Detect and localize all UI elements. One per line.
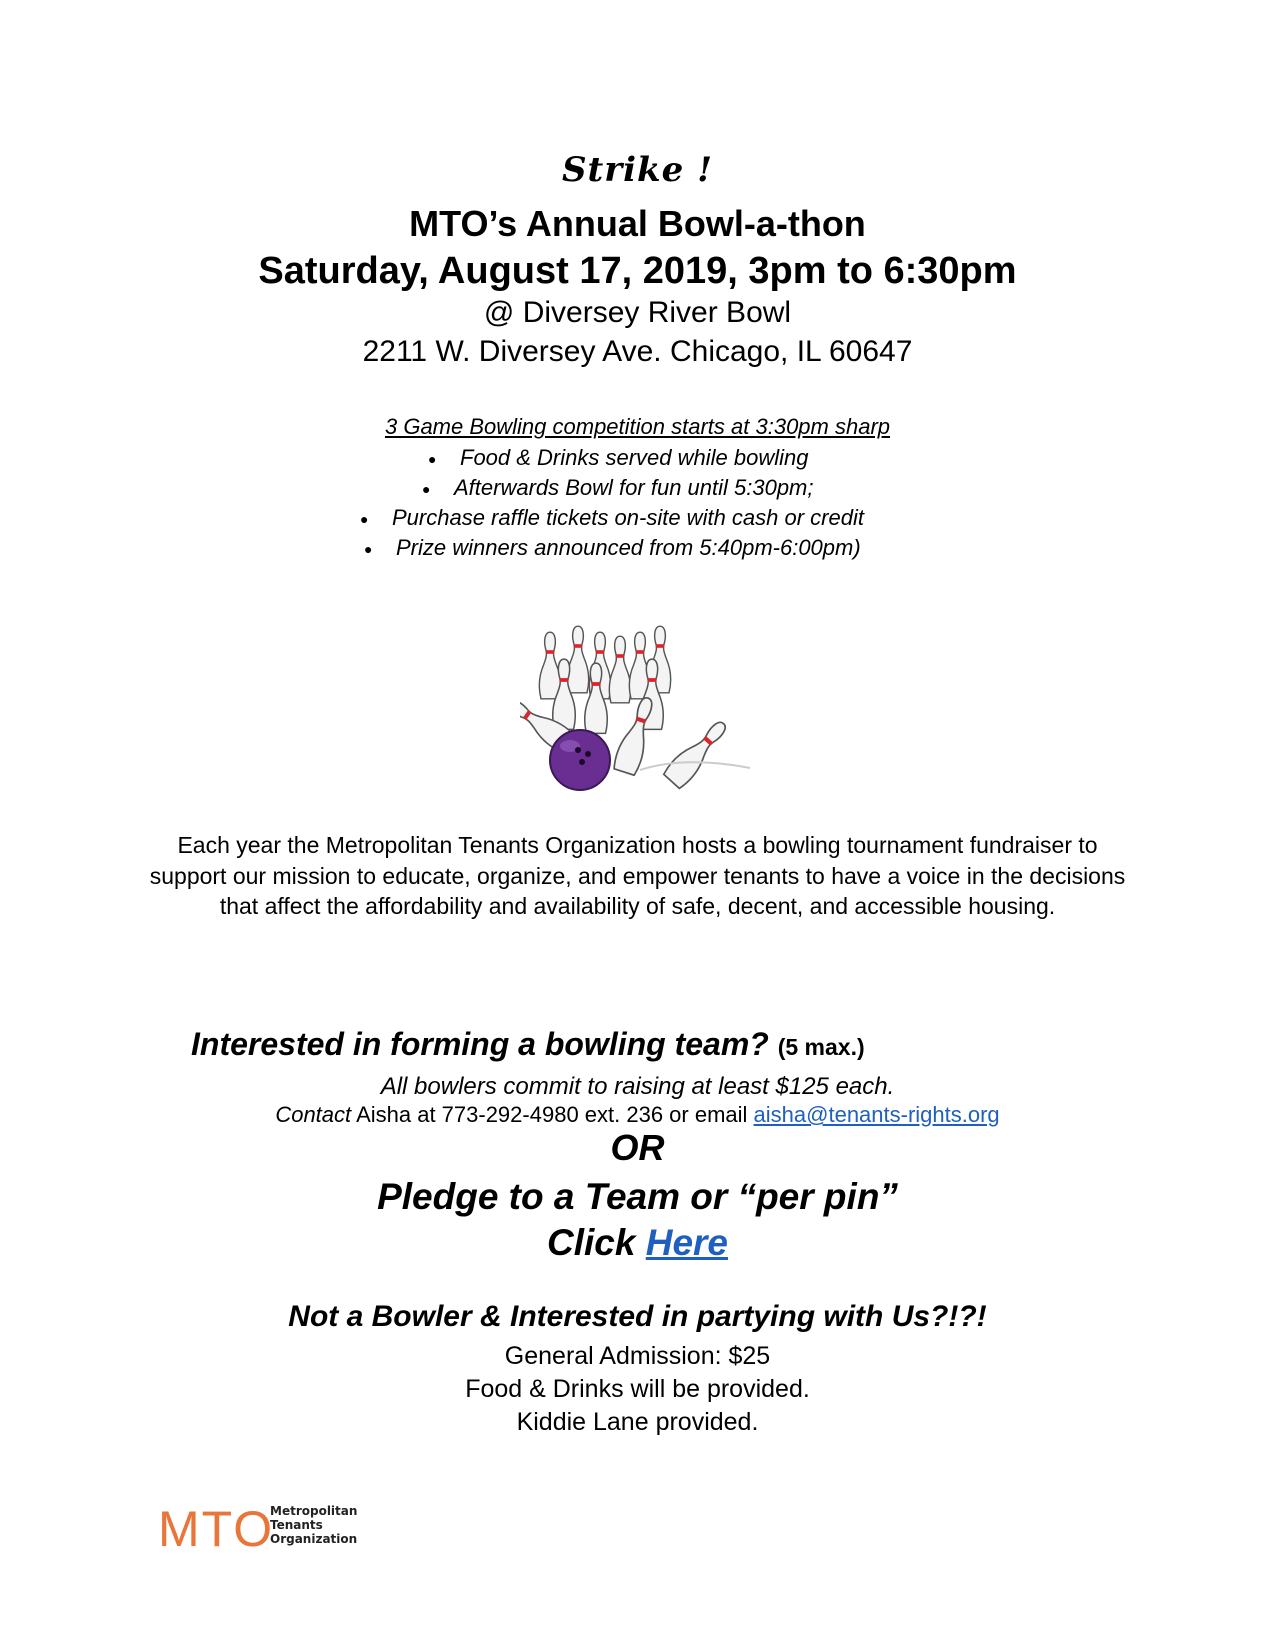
email-link[interactable]: aisha@tenants-rights.org (753, 1102, 1000, 1127)
bullet-text: Afterwards Bowl for fun until 5:30pm; (454, 475, 814, 500)
event-title: MTO’s Annual Bowl-a-thon (409, 203, 866, 244)
contact-text: Aisha at 773-292-4980 ext. 236 or email (356, 1102, 748, 1127)
bowling-ball-icon (550, 730, 610, 790)
mto-logo (158, 1500, 368, 1560)
team-question-text: Interested in forming a bowling team? (191, 1026, 769, 1062)
bullet-icon: ● (422, 481, 431, 498)
schedule-bullet (428, 445, 809, 471)
click-here-line (0, 1222, 1275, 1264)
event-address: 2211 W. Diversey Ave. Chicago, IL 60647 (362, 335, 913, 368)
team-max-note: (5 max.) (777, 1034, 865, 1060)
logo-line: Metropolitan (270, 1504, 358, 1518)
mission-paragraph: Each year the Metropolitan Tenants Organization hosts a bowling tournament fundraiser to support our mission to educate, organize, and empower tenants to have a voice in the decisions that affect the affordability and availability of safe, decent, and accessible housing. (149, 832, 1126, 919)
schedule-bullet (422, 475, 814, 501)
logo-line: Tenants (270, 1518, 323, 1532)
logo-org-name (270, 1504, 357, 1546)
bullet-icon: ● (364, 541, 373, 558)
here-link[interactable]: Here (645, 1222, 728, 1263)
event-venue: @ Diversey River Bowl (483, 296, 792, 329)
contact-prefix: Contact (275, 1102, 352, 1127)
bullet-text: Prize winners announced from 5:40pm-6:00pm) (396, 535, 861, 560)
team-contact (0, 1102, 1275, 1128)
or-divider: OR (610, 1127, 665, 1168)
bullet-text: Food & Drinks served while bowling (460, 445, 809, 470)
bullet-icon: ● (360, 511, 369, 528)
logo-line: Organization (270, 1532, 358, 1546)
party-heading: Not a Bowler & Interested in partying with Us?!?! (288, 1300, 987, 1333)
kiddie-note: Kiddie Lane provided. (516, 1408, 759, 1436)
click-text: Click (547, 1222, 636, 1263)
bowling-pins-illustration (520, 610, 760, 800)
event-datetime: Saturday, August 17, 2019, 3pm to 6:30pm (258, 250, 1017, 292)
team-commitment: All bowlers commit to raising at least $125 each. (380, 1073, 895, 1100)
bullet-text: Purchase raffle tickets on-site with cash or credit (392, 505, 864, 530)
team-question (191, 1026, 865, 1063)
schedule-bullet (360, 505, 864, 531)
schedule-bullet (364, 535, 861, 561)
food-note: Food & Drinks will be provided. (465, 1375, 810, 1403)
competition-note: 3 Game Bowling competition starts at 3:30pm sharp (384, 414, 891, 439)
pin-falling (520, 693, 733, 790)
strike-heading: Strike ! (561, 150, 714, 190)
bullet-icon: ● (428, 451, 437, 468)
general-admission: General Admission: $25 (504, 1342, 771, 1370)
logo-mark: MTO (158, 1501, 275, 1557)
pledge-heading: Pledge to a Team or “per pin” (377, 1176, 898, 1217)
